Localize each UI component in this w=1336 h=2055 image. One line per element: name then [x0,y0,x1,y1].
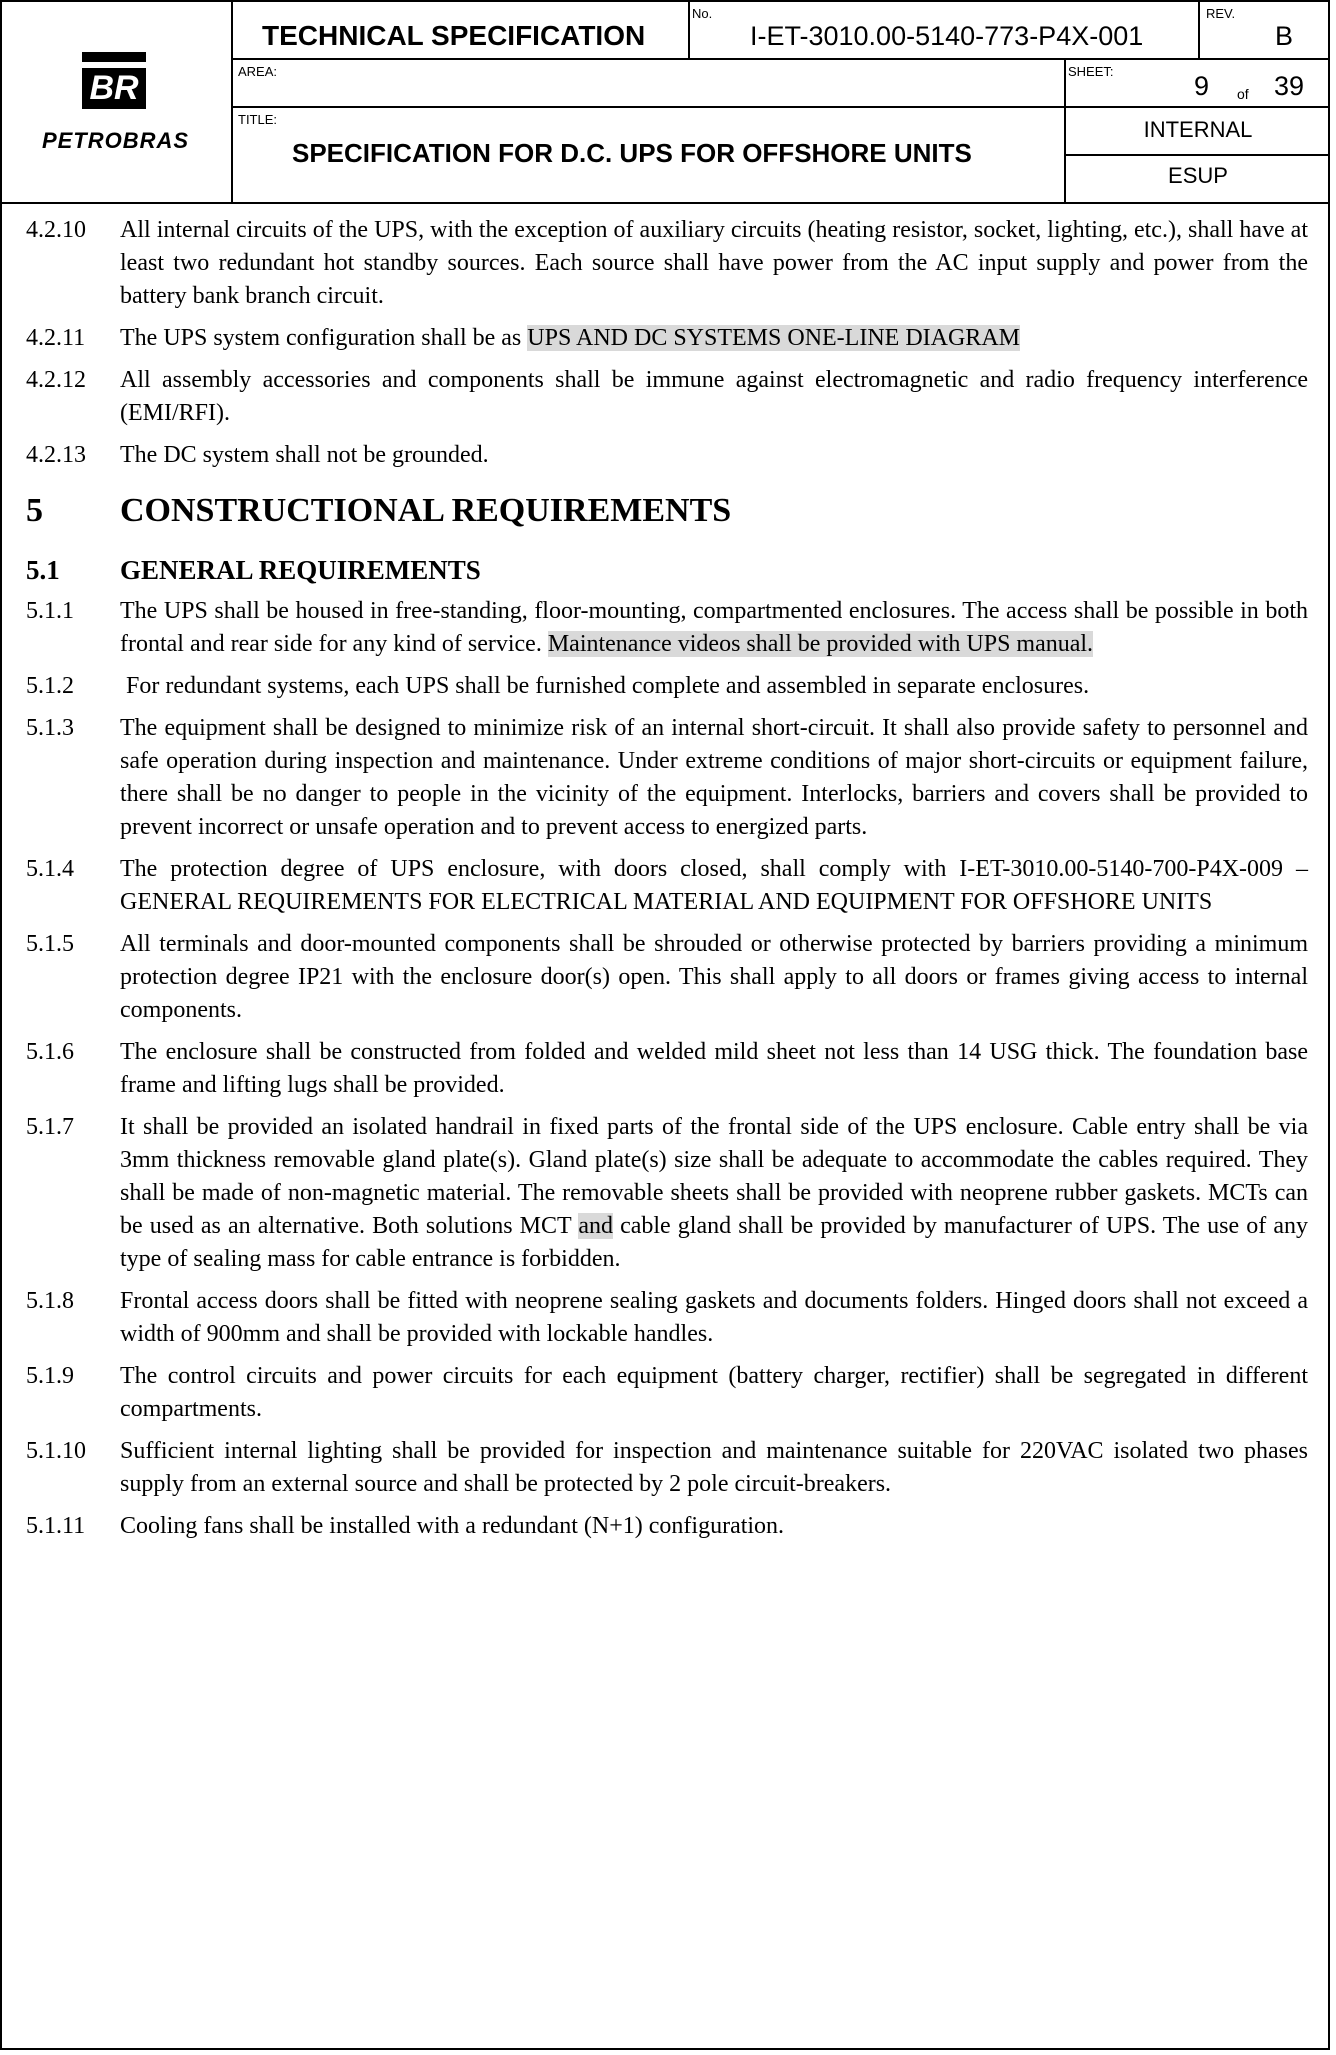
clause-number: 4.2.13 [26,442,86,468]
classification: INTERNAL [1143,117,1253,142]
section-number: 5 [26,492,43,529]
no-label: No. [692,6,713,21]
clause-5-1-5 [26,928,1308,1027]
clause-text-part: It shall be provided an isolated handrail in fixed parts of the frontal side of the UPS enclosure. Cable entry shall be via 3mm thickness removable gland plate(s). Gland plate(s) size shall be adequate to accommodate the cables required. They shall be made of non-magnetic material. The removable sheets shall be provided with neoprene rubber gaskets. MCTs can be used as an alternative. Both solutions MCT [120,1114,1308,1239]
subsection-heading [26,549,1308,591]
clause-text [120,1111,1308,1276]
petrobras-logo [0,0,231,202]
clause-number: 4.2.10 [26,217,86,243]
clause-text: The control circuits and power circuits for each equipment (battery charger, rectifier) shall be segregated in different compartments. [120,1363,1308,1422]
clause-text: For redundant systems, each UPS shall be furnished complete and assembled in separate enclosures. [120,673,1090,699]
clause-number: 5.1.11 [26,1513,86,1539]
clause-number: 5.1.10 [26,1438,86,1464]
section-heading [26,481,1308,541]
logo-name: PETROBRAS [41,128,190,153]
clause-text [120,595,1308,661]
clause-5-1-2 [26,670,1308,703]
clause-5-1-4 [26,853,1308,919]
clause-text: All assembly accessories and components shall be immune against electromagnetic and radio frequency interference (EMI/RFI). [120,367,1308,426]
doc-type: TECHNICAL SPECIFICATION [262,20,646,51]
clause-text-part: The UPS system configuration shall be as [120,325,528,351]
clause-text: Frontal access doors shall be fitted with neoprene sealing gaskets and documents folders. Hinged doors shall not exceed a width of 900mm and shall be provided with lockable handles. [120,1288,1308,1347]
clause-5-1-9 [26,1360,1308,1426]
clause-number: 5.1.8 [26,1288,74,1314]
clause-5-1-7 [26,1111,1308,1276]
subsection-number: 5.1 [26,555,60,585]
clause-5-1-11 [26,1510,1308,1543]
clause-number: 4.2.12 [26,367,86,393]
clause-text: Cooling fans shall be installed with a redundant (N+1) configuration. [120,1513,785,1539]
sheet-label: SHEET: [1068,64,1114,79]
highlighted-text: and [578,1213,613,1239]
clause-5-1-8 [26,1285,1308,1351]
sheet-current: 9 [1194,71,1210,101]
logo-bar [82,52,146,62]
section-title: CONSTRUCTIONAL REQUIREMENTS [120,492,732,529]
clause-text: Sufficient internal lighting shall be provided for inspection and maintenance suitable for 220VAC isolated two phases supply from an external source and shall be protected by 2 pole circuit-breakers. [120,1438,1308,1497]
clause-4-2-10 [26,214,1308,313]
clause-text-part: cable gland shall be provided by manufacturer of UPS. The use of any type of sealing mass for cable entrance is forbidden. [120,1213,1308,1272]
clause-number: 5.1.7 [26,1114,74,1140]
clause-number: 5.1.6 [26,1039,74,1065]
highlighted-reference: UPS AND DC SYSTEMS ONE-LINE DIAGRAM [527,325,1020,351]
clause-number: 5.1.4 [26,856,74,882]
sheet-of: of [1237,86,1249,102]
clause-number: 5.1.1 [26,598,74,624]
clause-5-1-3 [26,712,1308,844]
doc-number: I-ET-3010.00-5140-773-P4X-001 [750,21,1144,51]
clause-4-2-12 [26,364,1308,430]
rev-label: REV. [1206,6,1236,21]
subsection-title: GENERAL REQUIREMENTS [120,555,481,585]
clause-text: The protection degree of UPS enclosure, with doors closed, shall comply with I-ET-3010.00-5140-700-P4X-009 – GENERAL REQUIREMENTS FOR ELECTRICAL MATERIAL AND EQUIPMENT FOR OFFSHORE UNITS [120,856,1308,915]
clause-4-2-13 [26,439,1308,472]
highlighted-text: Maintenance videos shall be provided with UPS manual. [547,631,1094,657]
clause-number: 5.1.5 [26,931,74,957]
clause-text-part: The UPS shall be housed in free-standing, floor-mounting, compartmented enclosures. The access shall be possible in both frontal and rear side for any kind of service. [120,598,1308,657]
clause-4-2-11 [26,322,1308,355]
rev-value: B [1275,21,1294,51]
area-label: AREA: [238,64,278,79]
clause-5-1-10 [26,1435,1308,1501]
clause-number: 5.1.9 [26,1363,74,1389]
clause-text: The equipment shall be designed to minimize risk of an internal short-circuit. It shall also provide safety to personnel and safe operation during inspection and maintenance. Under extreme conditions of major short-circuits or equipment failure, there shall be no danger to people in the vicinity of the equipment. Interlocks, barriers and covers shall be provided to prevent incorrect or unsafe operation and to prevent access to energized parts. [120,715,1308,840]
clause-text [120,322,1308,355]
document-title: SPECIFICATION FOR D.C. UPS FOR OFFSHORE UNITS [292,138,972,168]
clause-text: The DC system shall not be grounded. [120,442,489,468]
clause-text: The enclosure shall be constructed from folded and welded mild sheet not less than 14 USG thick. The foundation base frame and lifting lugs shall be provided. [120,1039,1308,1098]
clause-text: All terminals and door-mounted components shall be shrouded or otherwise protected by barriers providing a minimum protection degree IP21 with the enclosure door(s) open. This shall apply to all doors or frames giving access to internal components. [120,931,1308,1023]
clause-5-1-1 [26,595,1308,661]
title-label: TITLE: [238,112,278,127]
sheet-total: 39 [1274,71,1305,101]
clause-5-1-6 [26,1036,1308,1102]
department: ESUP [1168,163,1228,188]
clause-number: 5.1.2 [26,673,74,699]
document-header [0,0,1330,204]
clause-number: 4.2.11 [26,325,86,351]
clause-number: 5.1.3 [26,715,74,741]
logo-mark: BR [82,68,146,109]
document-body [26,214,1308,1552]
clause-text: All internal circuits of the UPS, with the exception of auxiliary circuits (heating resistor, socket, lighting, etc.), shall have at least two redundant hot standby sources. Each source shall have power from the AC input supply and power from the battery bank branch circuit. [120,217,1308,309]
